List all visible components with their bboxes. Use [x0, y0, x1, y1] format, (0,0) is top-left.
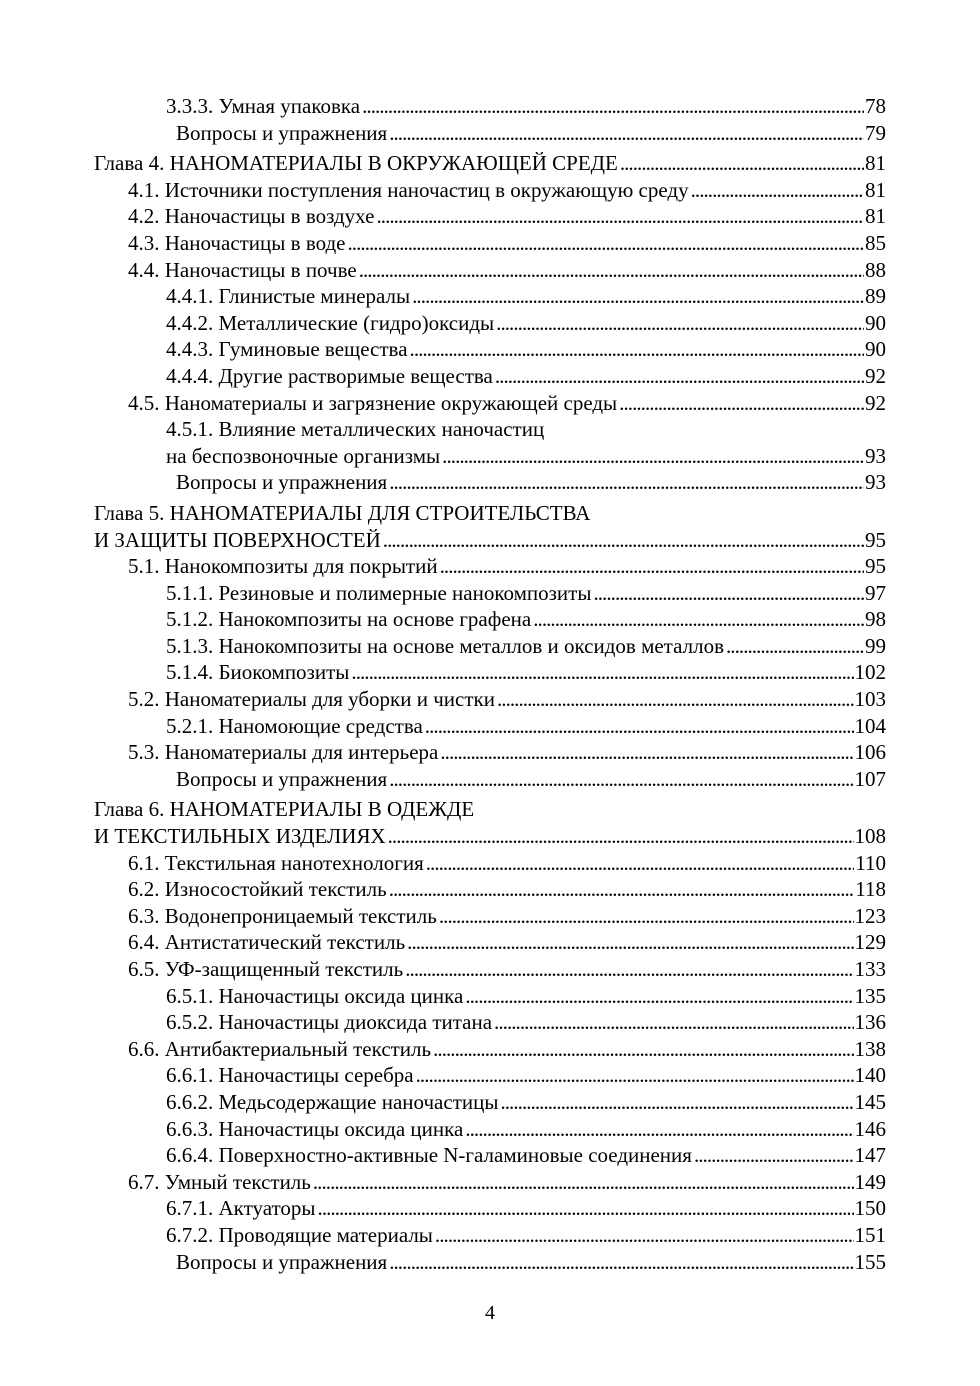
toc-entry-title: 6.1. Текстильная нанотехнология	[128, 850, 424, 875]
toc-entry-title: Вопросы и упражнения	[176, 120, 388, 145]
toc-entry-page: 145	[854, 1089, 886, 1114]
toc-entry-page: 103	[854, 687, 886, 712]
toc-entry-title: 6.3. Водонепроницаемый текстиль	[128, 903, 437, 928]
toc-entry	[94, 553, 886, 580]
toc-entry-title: 4.4.1. Глинистые минералы	[166, 284, 411, 309]
toc-entry	[94, 606, 886, 633]
toc-entry-page: 135	[854, 983, 886, 1008]
toc-entry	[94, 363, 886, 390]
toc-entry-page: 90	[865, 310, 886, 335]
toc-entry-page: 118	[855, 877, 886, 902]
toc-entry-title: 6.5.2. Наночастицы диоксида титана	[166, 1010, 493, 1035]
toc-entry-page: 85	[865, 230, 886, 255]
dot-leader	[593, 580, 864, 607]
toc-entry-page: 106	[854, 740, 886, 765]
toc-entry	[94, 903, 886, 930]
toc-entry	[94, 1062, 886, 1089]
toc-entry-title: 3.3.3. Умная упаковка	[166, 94, 361, 118]
toc-entry-title: Вопросы и упражнения	[176, 766, 388, 791]
toc-entry-page: 93	[865, 470, 886, 495]
toc-entry-page: 123	[854, 903, 886, 928]
dot-leader	[412, 283, 864, 310]
toc-entry-title: 5.2.1. Наномоющие средства	[166, 713, 423, 738]
toc-entry-title: 6.7.1. Актуаторы	[166, 1196, 316, 1221]
toc-entry-title: 5.1.4. Биокомпозиты	[166, 660, 350, 685]
dot-leader	[439, 903, 854, 930]
toc-entry-page: 147	[854, 1143, 886, 1168]
toc-entry-page: 140	[854, 1063, 886, 1088]
toc-entry-page: 99	[865, 633, 886, 658]
toc-entry-page: 79	[865, 120, 886, 145]
dot-leader	[376, 203, 864, 230]
toc-entry-title: И ЗАЩИТЫ ПОВЕРХНОСТЕЙ	[94, 527, 381, 552]
toc-entry	[94, 1116, 886, 1143]
toc-entry-title: 6.6.2. Медьсодержащие наночастицы	[166, 1089, 499, 1114]
toc-entry	[94, 1089, 886, 1116]
toc-entry-page: 155	[854, 1249, 886, 1274]
dot-leader	[435, 1222, 854, 1249]
toc-entry-page: 81	[865, 151, 886, 176]
toc-entry	[94, 983, 886, 1010]
page-number: 4	[485, 1302, 495, 1324]
toc-entry	[94, 956, 886, 983]
toc-entry	[94, 469, 886, 496]
toc-entry-page: 108	[854, 824, 886, 849]
toc-entry-page: 107	[854, 766, 886, 791]
dot-leader	[416, 1062, 854, 1089]
dot-leader	[362, 93, 864, 120]
dot-leader	[465, 1116, 853, 1143]
toc-entry	[94, 120, 886, 147]
dot-leader	[619, 390, 864, 417]
dot-leader	[620, 150, 864, 177]
toc-entry	[94, 310, 886, 337]
dot-leader	[389, 469, 864, 496]
toc-entry-title: 4.4.3. Гуминовые вещества	[166, 337, 408, 362]
toc-entry-heading-line: Глава 6. НАНОМАТЕРИАЛЫ В ОДЕЖДЕ	[94, 797, 475, 822]
dot-leader	[465, 983, 853, 1010]
toc-entry	[94, 177, 886, 204]
toc-entry-title: Вопросы и упражнения	[176, 1249, 388, 1274]
toc-entry-page: 104	[854, 713, 886, 738]
toc-entry	[94, 1222, 886, 1249]
toc-entry-page: 95	[865, 554, 886, 579]
dot-leader	[389, 876, 855, 903]
dot-leader	[496, 310, 864, 337]
toc-entry-title: 6.4. Антистатический текстиль	[128, 930, 406, 955]
toc-entry-title: Вопросы и упражнения	[176, 470, 388, 495]
toc-entry-title: И ТЕКСТИЛЬНЫХ ИЗДЕЛИЯХ	[94, 824, 386, 849]
dot-leader	[440, 553, 864, 580]
toc-entry-page: 92	[865, 390, 886, 415]
toc-entry-page: 92	[865, 363, 886, 388]
toc-entry	[94, 257, 886, 284]
toc-entry	[94, 283, 886, 310]
toc-entry-page: 78	[865, 94, 886, 118]
toc-entry	[94, 850, 886, 877]
dot-leader	[389, 1249, 853, 1276]
toc-entry	[94, 739, 886, 766]
dot-leader	[407, 929, 853, 956]
toc-entry-title: 4.5. Наноматериалы и загрязнение окружающей среды	[128, 390, 618, 415]
toc-entry-page: 102	[854, 660, 886, 685]
toc-entry-title: 5.1.2. Нанокомпозиты на основе графена	[166, 607, 532, 632]
toc-entry-title: Глава 4. НАНОМАТЕРИАЛЫ В ОКРУЖАЮЩЕЙ СРЕДЕ	[94, 151, 618, 176]
toc-entry	[94, 876, 886, 903]
dot-leader	[348, 230, 865, 257]
toc-entry-page: 133	[854, 957, 886, 981]
toc-entry-page: 97	[865, 580, 886, 605]
toc-entry-page: 150	[854, 1196, 886, 1221]
toc-entry	[94, 1036, 886, 1063]
toc-entry	[94, 1009, 886, 1036]
toc-entry-title: 5.3. Наноматериалы для интерьера	[128, 740, 439, 765]
toc-entry	[94, 823, 886, 850]
toc-entry-title: 6.6.4. Поверхностно-активные N-галаминовые соединения	[166, 1143, 692, 1168]
toc-entry	[94, 1195, 886, 1222]
toc-entry-page: 146	[854, 1116, 886, 1141]
toc-entry	[94, 633, 886, 660]
toc-entry-title: 5.1. Нанокомпозиты для покрытий	[128, 554, 438, 579]
toc-entry-page: 129	[854, 930, 886, 955]
toc-entry	[94, 230, 886, 257]
dot-leader	[533, 606, 864, 633]
toc-entry	[94, 580, 886, 607]
toc-entry	[94, 527, 886, 554]
toc-entry	[94, 390, 886, 417]
toc-entry-title: 5.2. Наноматериалы для уборки и чистки	[128, 687, 495, 712]
toc-entry-page: 93	[865, 443, 886, 468]
toc-entry	[94, 93, 886, 120]
dot-leader	[500, 1089, 853, 1116]
toc-entry	[94, 686, 886, 713]
toc-entry-title: 4.1. Источники поступления наночастиц в окружающую среду	[128, 177, 689, 202]
dot-leader	[726, 633, 864, 660]
toc-entry-title: 6.7.2. Проводящие материалы	[166, 1222, 433, 1247]
dot-leader	[318, 1195, 854, 1222]
toc-entry-title: 4.4.2. Металлические (гидро)оксиды	[166, 310, 495, 335]
dot-leader	[313, 1169, 854, 1196]
toc-entry-title: 4.2. Наночастицы в воздухе	[128, 204, 375, 229]
toc-entry-title: 6.2. Износостойкий текстиль	[128, 877, 387, 902]
table-of-contents	[94, 93, 886, 1275]
dot-leader	[425, 713, 854, 740]
toc-entry	[94, 659, 886, 686]
toc-entry-page: 138	[854, 1036, 886, 1061]
dot-leader	[495, 363, 864, 390]
toc-entry-title: 6.5. УФ-защищенный текстиль	[128, 957, 404, 981]
toc-entry	[94, 1142, 886, 1169]
toc-entry-title: 5.1.1. Резиновые и полимерные нанокомпозиты	[166, 580, 592, 605]
toc-entry-page: 110	[855, 850, 886, 875]
toc-entry-page: 95	[865, 527, 886, 552]
toc-entry-title: 6.6. Антибактериальный текстиль	[128, 1036, 432, 1061]
toc-entry-title: 4.3. Наночастицы в воде	[128, 230, 346, 255]
toc-entry	[94, 336, 886, 363]
dot-leader	[426, 850, 855, 877]
dot-leader	[410, 336, 864, 363]
dot-leader	[494, 1009, 853, 1036]
toc-entry-page: 98	[865, 607, 886, 632]
toc-entry-title: на беспозвоночные организмы	[166, 443, 441, 468]
dot-leader	[388, 823, 854, 850]
toc-entry-page: 89	[865, 284, 886, 309]
toc-entry-title: 6.7. Умный текстиль	[128, 1169, 311, 1194]
toc-entry	[94, 443, 886, 470]
toc-entry-title: 6.6.1. Наночастицы серебра	[166, 1063, 414, 1088]
dot-leader	[383, 527, 864, 554]
dot-leader	[440, 739, 853, 766]
toc-entry	[94, 766, 886, 793]
toc-entry-title: 5.1.3. Нанокомпозиты на основе металлов и оксидов металлов	[166, 633, 724, 658]
toc-entry-page: 136	[854, 1010, 886, 1035]
toc-entry	[94, 713, 886, 740]
toc-entry-page: 90	[865, 337, 886, 362]
toc-entry	[94, 1249, 886, 1276]
toc-entry-title: 4.4.4. Другие растворимые вещества	[166, 363, 493, 388]
toc-entry-title: 6.6.3. Наночастицы оксида цинка	[166, 1116, 464, 1141]
dot-leader	[497, 686, 854, 713]
dot-leader	[691, 177, 864, 204]
toc-entry-title: 6.5.1. Наночастицы оксида цинка	[166, 983, 464, 1008]
dot-leader	[389, 120, 864, 147]
toc-entry-page: 149	[854, 1169, 886, 1194]
toc-entry-heading-line: 4.5.1. Влияние металлических наночастиц	[166, 417, 545, 442]
dot-leader	[694, 1142, 854, 1169]
dot-leader	[433, 1036, 853, 1063]
toc-entry-heading-line: Глава 5. НАНОМАТЕРИАЛЫ ДЛЯ СТРОИТЕЛЬСТВА	[94, 500, 591, 525]
toc-entry-page: 81	[865, 177, 886, 202]
toc-entry	[94, 203, 886, 230]
dot-leader	[359, 257, 864, 284]
toc-entry	[94, 929, 886, 956]
toc-entry-page: 81	[865, 204, 886, 229]
dot-leader	[442, 443, 864, 470]
toc-entry-title: 4.4. Наночастицы в почве	[128, 257, 357, 282]
toc-entry-page: 88	[865, 257, 886, 282]
toc-entry	[94, 150, 886, 177]
dot-leader	[389, 766, 853, 793]
dot-leader	[351, 659, 853, 686]
dot-leader	[405, 956, 853, 983]
toc-entry-page: 151	[854, 1222, 886, 1247]
toc-entry	[94, 1169, 886, 1196]
